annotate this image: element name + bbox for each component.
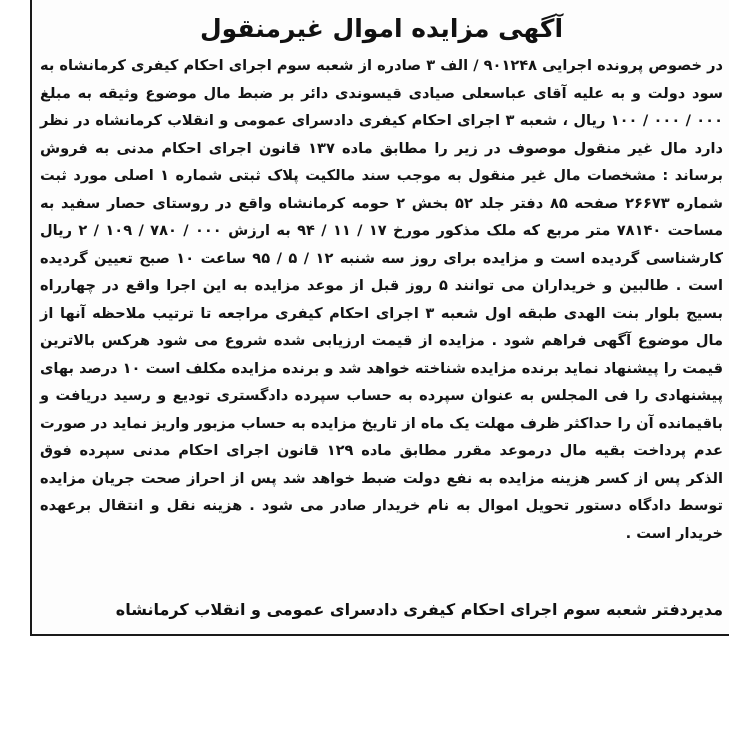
notice-signature: مدیردفتر شعبه سوم اجرای احکام کیفری دادسرای عمومی و انقلاب کرمانشاه	[115, 600, 723, 619]
notice-title: آگهی مزایده اموال غیرمنقول	[199, 14, 564, 43]
auction-notice	[30, 0, 729, 636]
notice-body: در خصوص پرونده اجرایی ۹۰۱۲۴۸ / الف ۳ صادره از شعبه سوم اجرای احکام کیفری کرمانشاه به سود دولت و به علیه آقای عباسعلی صیادی قیسوندی دائر بر ضبط مال موضوع وثیقه به مبلغ ۰۰۰ / ۰۰۰ / ۱۰۰ ریال ، شعبه ۳ اجرای احکام کیفری دادسرای عمومی و انقلاب کرمانشاه در نظر دارد مال غیر منقول موصوف در زیر را مطابق ماده ۱۳۷ قانون اجرای احکام مدنی به فروش برساند : مشخصات مال غیر منقول به موجب سند مالکیت پلاک ثبتی شماره ۱ اصلی مورد ثبت شماره ۲۶۶۷۳ صفحه ۸۵ دفتر جلد ۵۲ بخش ۲ حومه کرمانشاه واقع در روستای حصار سفید به مساحت ۷۸۱۴۰ متر مربع که ملک مذکور مورخ ۱۷ / ۱۱ / ۹۴ به ارزش ۰۰۰ / ۷۸۰ / ۱۰۹ / ۲ ریال کارشناسی گردیده است و مزایده برای روز سه شنبه ۱۲ / ۵ / ۹۵ ساعت ۱۰ صبح تعیین گردیده است . طالبین و خریداران می توانند ۵ روز قبل از موعد مزایده به این اجرا واقع در چهارراه بسیج بلوار بنت الهدی طبقه اول شعبه ۳ اجرای احکام کیفری مراجعه تا ترتیب ملاحظه آنها از مال موضوع آگهی فراهم شود . مزایده از قیمت ارزیابی شده شروع می شود هرکس بالاترین قیمت را پیشنهاد نماید برنده مزایده شناخته خواهد شد و برنده مزایده مکلف است ۱۰ درصد بهای پیشنهادی را فی المجلس به عنوان سپرده به حساب سپرده دادگستری تودیع و رسید دریافت و باقیمانده آن را حداکثر ظرف مهلت یک ماه از تاریخ مزایده به حساب مزبور واریز نماید در صورت عدم پرداخت بقیه مال درموعد مقرر مطابق ماده ۱۲۹ قانون اجرای احکام مدنی سپرده فوق الذکر پس از کسر هزینه مزایده به نفع دولت ضبط خواهد شد پس از احراز صحت جریان مزایده توسط دادگاه دستور تحویل اموال به نام خریدار صادر می شود . هزینه نقل و انتقال برعهده خریدار است .	[40, 57, 724, 542]
